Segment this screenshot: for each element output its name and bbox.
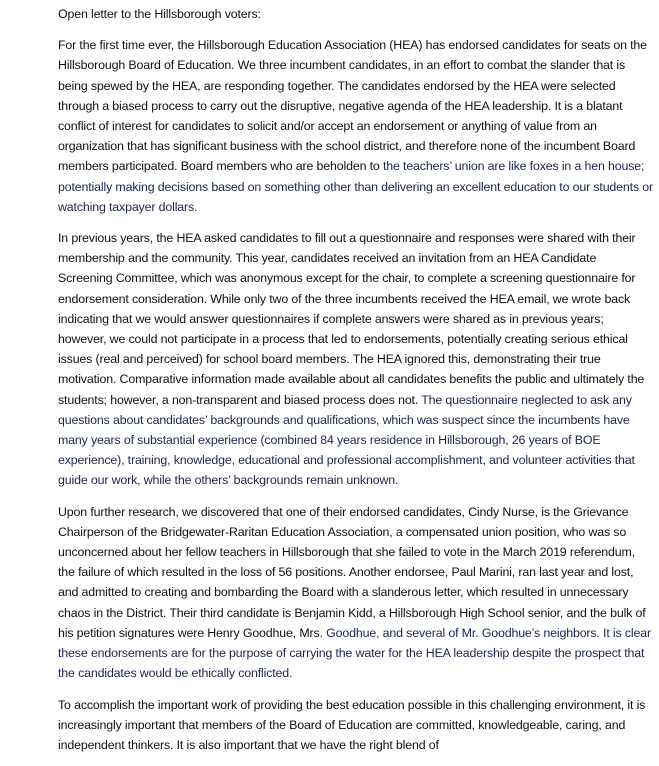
paragraph-text-highlight: Goodhue, and several of Mr. Goodhue’s neighbors. It is clear these endorsements are for the purpose of carrying the water for the HEA leadership despite the prospect that the candidates would be ethically conflicted. <box>58 625 651 681</box>
paragraph-text: For the first time ever, the Hillsborough Education Association (HEA) has endorsed candidates for seats on the Hillsborough Board of Education. We three incumbent candidates, in an effort to combat the slander that is being spewed by the HEA, are responding together. The candidates endorsed by the HEA were selected through a biased process to carry out the disruptive, negative agenda of the HEA leadership. It is a blatant conflict of interest for candidates to solicit and/or accept an endorsement or anything of value from an organization that has significant business with the school district, and therefore none of the incumbent Board members participated. Board members who are beholden to <box>58 38 647 174</box>
paragraph-text-highlight: the teachers’ union are like foxes in a hen house; potentially making decisions based on something other than delivering an excellent education to our students or watching taxpayer dollars. <box>58 159 654 214</box>
paragraph-text: Upon further research, we discovered that one of their endorsed candidates, Cindy Nurse, is the Grievance Chairperson of the Bridgewater-Raritan Education Association, a compensated union position, who was so unconcerned about her fellow teachers in Hillsborough that she failed to vote in the March 2019 referendum, the failure of which resulted in the loss of 56 positions. Another endorsee, Paul Marini, ran last year and lost, and admitted to creating and bombarding the Board with a slanderous letter, which resulted in unnecessary chaos in the District. Their third candidate is Benjamin Kidd, a Hillsborough High School senior, and the bulk of his petition signatures were Henry Goodhue, Mrs. <box>58 504 646 640</box>
paragraph-questionnaire <box>58 228 653 491</box>
letter-page <box>58 4 653 766</box>
paragraph-text: In previous years, the HEA asked candidates to fill out a questionnaire and responses were shared with their membership and the community. This year, candidates received an invitation from an HEA Candidate Screening Committee, which was anonymous except for the chair, to complete a screening questionnaire for endorsement consideration. While only two of the three incumbents received the HEA email, we wrote back indicating that we would answer questionnaires if complete answers were shared as in previous years; however, we could not participate in a process that led to endorsements, potentially creating serious ethical issues (real and perceived) for school board members. The HEA ignored this, demonstrating their true motivation. Comparative information made available about all candidates benefits the public and ultimately the students; however, a non-transparent and biased process does not. <box>58 231 645 407</box>
paragraph-conclusion <box>58 695 653 756</box>
paragraph-text: To accomplish the important work of providing the best education possible in this challenging environment, it is increasingly important that members of the Board of Education are committed, knowledgeable, caring, and independent thinkers. It is also important that we have the right blend of <box>58 697 646 752</box>
paragraph-text-highlight: The questionnaire neglected to ask any questions about candidates’ backgrounds and qualifications, which was suspect since the incumbents have many years of substantial experience (combined 84 years residence in Hillsborough, 26 years of BOE experience), training, knowledge, educational and professional accomplishment, and volunteer activities that guide our work, while the others’ backgrounds remain unknown. <box>58 392 635 488</box>
salutation: Open letter to the Hillsborough voters: <box>58 7 261 21</box>
paragraph-research <box>58 502 653 684</box>
paragraph-endorsement-intro <box>58 35 653 217</box>
